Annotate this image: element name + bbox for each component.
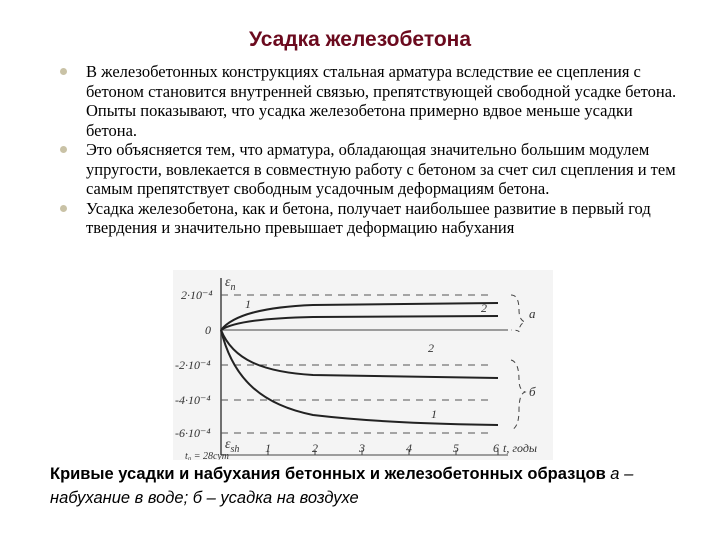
bullet-text: В железобетонных конструкциях стальная арматура вследствие ее сцепления с бетоном становится внутренней связью, препятствующей свободной усадке бетона. Опыты показывают, что усадка железобетона примерно вдвое меньше усадки бетона.	[86, 62, 677, 140]
x-axis-label: t, годы	[503, 441, 538, 455]
x-tick-label: 3	[359, 441, 365, 455]
bullet-item	[60, 62, 685, 140]
bullet-text: Усадка железобетона, как и бетона, получает наибольшее развитие в первый год твердения и значительно превышает деформацию набухания	[86, 198, 651, 237]
curve-label: 1	[431, 407, 437, 421]
y-tick-label: 0	[205, 323, 211, 337]
y-tick-label: -6·10⁻⁴	[175, 426, 211, 440]
caption-legend: а – набухание в воде; б – усадка на воздухе	[50, 465, 634, 507]
shrinkage-swelling-figure	[173, 270, 553, 460]
x-tick-label: 4	[406, 441, 412, 455]
bullet-text: Это объясняется тем, что арматура, обладающая значительно большим модулем упругости, вовлекается в совместную работу с бетоном за счет сил сцепления и тем самым препятствует свободным усадочным деформациям бетона.	[86, 140, 676, 198]
bullet-icon	[60, 146, 67, 153]
bullet-item	[60, 199, 685, 238]
curve-label: 2	[428, 341, 434, 355]
y-axis-label-bottom: $\varepsilon_{sh}$	[225, 437, 240, 455]
curve-label: 1	[245, 297, 251, 311]
bracket-label: а	[529, 306, 536, 321]
y-tick-label: 2·10⁻⁴	[181, 288, 213, 302]
figure-caption	[50, 462, 690, 510]
x-tick-label: 1	[265, 441, 271, 455]
x-tick-label: 2	[312, 441, 318, 455]
x-origin-label: t₀ = 28сут	[185, 451, 230, 460]
y-axis-label-top: $\varepsilon_n$	[225, 275, 236, 293]
slide-title: Усадка железобетона	[248, 28, 472, 51]
caption-title: Кривые усадки и набухания бетонных и железобетонных образцов	[50, 465, 606, 483]
y-tick-label: -4·10⁻⁴	[175, 393, 211, 407]
bullet-list	[60, 62, 685, 238]
bullet-icon	[60, 205, 67, 212]
bullet-item	[60, 140, 685, 199]
x-tick-label: 5	[453, 441, 459, 455]
bullet-icon	[60, 68, 67, 75]
bracket-label: б	[529, 384, 536, 399]
x-tick-label: 6	[493, 441, 499, 455]
y-tick-label: -2·10⁻⁴	[175, 358, 211, 372]
curve-label: 2	[481, 301, 487, 315]
